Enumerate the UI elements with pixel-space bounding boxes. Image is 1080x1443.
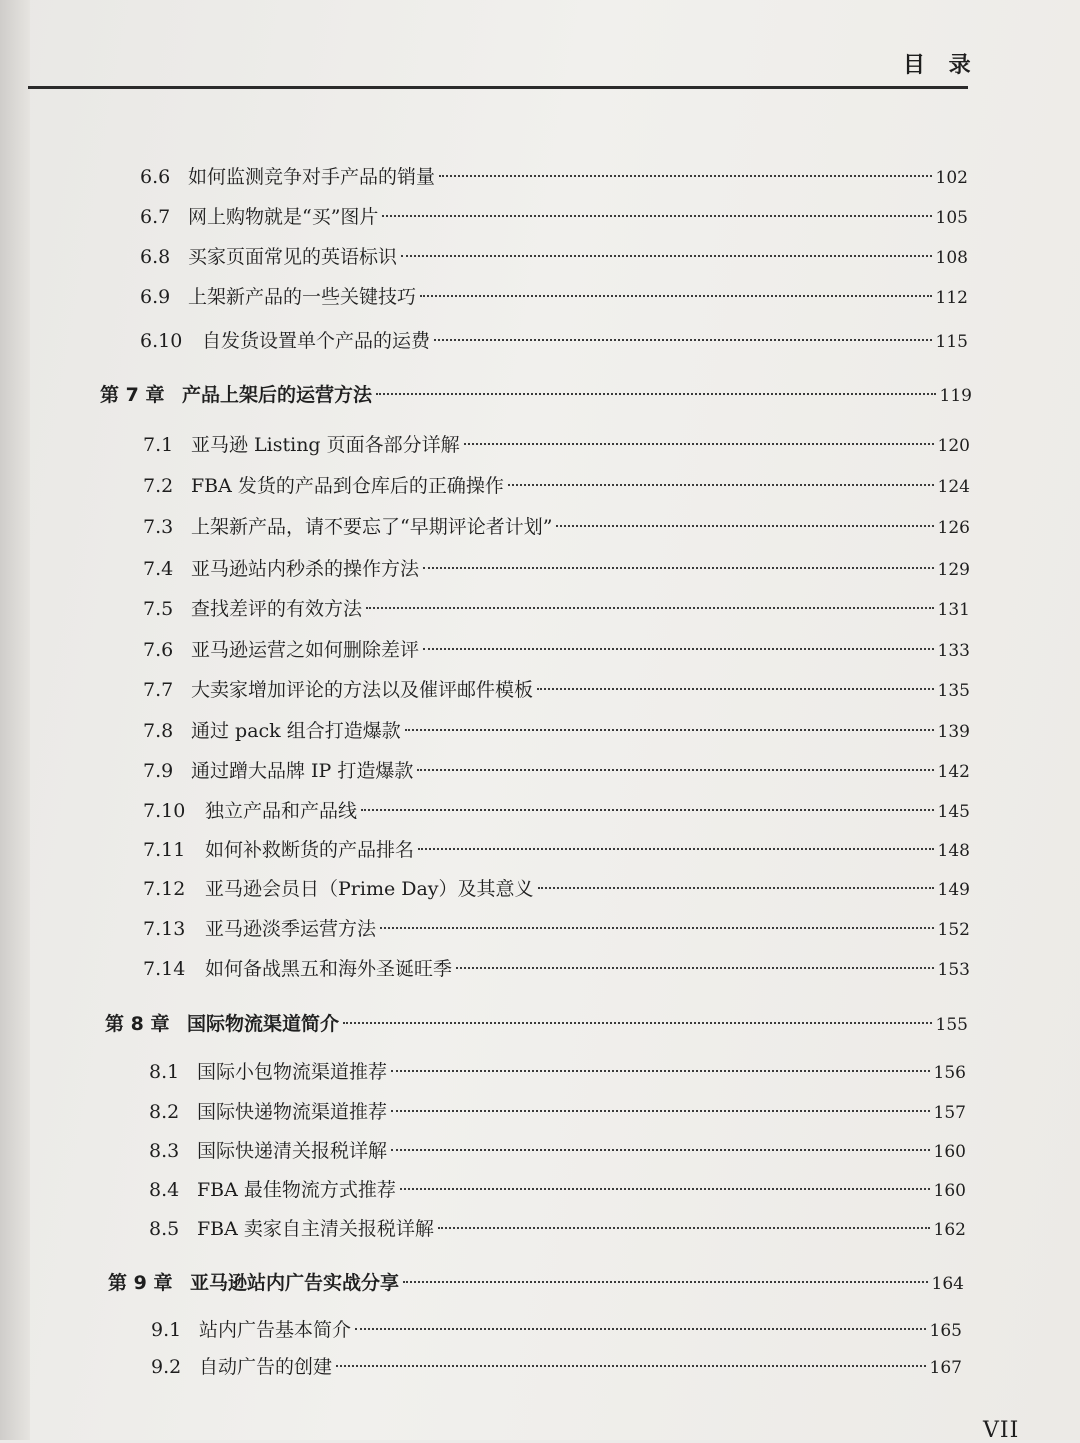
toc-section-row <box>143 430 970 460</box>
page-number: 167 <box>929 1358 962 1378</box>
section-title: 国际快递物流渠道推荐 <box>197 1101 388 1123</box>
section-title: 亚马逊淡季运营方法 <box>205 918 377 940</box>
page-number: 165 <box>929 1321 962 1341</box>
section-title: FBA 最佳物流方式推荐 <box>197 1179 396 1201</box>
section-title: 独立产品和产品线 <box>205 800 358 822</box>
dot-leader <box>423 567 934 569</box>
dot-leader <box>538 887 934 889</box>
dot-leader <box>361 809 934 811</box>
header-rule <box>28 86 968 89</box>
section-number: 7.3 <box>143 516 174 538</box>
page-number: 133 <box>937 641 970 661</box>
section-number: 7.10 <box>143 800 186 822</box>
page-number: 148 <box>937 841 970 861</box>
section-title: 上架新产品的一些关键技巧 <box>188 286 417 308</box>
page-number: 139 <box>937 722 970 742</box>
page-number: 124 <box>937 477 970 497</box>
dot-leader <box>537 688 934 690</box>
chapter-title: 产品上架后的运营方法 <box>182 384 373 406</box>
section-number: 8.4 <box>149 1179 180 1201</box>
toc-section-row <box>140 162 968 192</box>
dot-leader <box>355 1328 926 1330</box>
section-number: 6.8 <box>140 246 171 268</box>
toc-section-row <box>140 282 968 312</box>
toc-section-row <box>151 1315 962 1345</box>
page-number: 112 <box>935 288 968 308</box>
section-title: FBA 发货的产品到仓库后的正确操作 <box>191 475 504 497</box>
section-number: 9.2 <box>151 1356 182 1378</box>
toc-section-row <box>143 471 970 501</box>
toc-section-row <box>151 1352 962 1382</box>
section-title: FBA 卖家自主清关报税详解 <box>197 1218 434 1240</box>
page-header-title: 目 录 <box>903 53 979 78</box>
page-number: 156 <box>933 1063 966 1083</box>
section-number: 9.1 <box>151 1319 182 1341</box>
section-title: 站内广告基本简介 <box>199 1319 352 1341</box>
section-number: 8.3 <box>149 1140 180 1162</box>
section-title: 亚马逊会员日（Prime Day）及其意义 <box>205 878 534 900</box>
page-number: 160 <box>933 1181 966 1201</box>
toc-section-row <box>143 835 970 865</box>
toc-section-row <box>143 675 970 705</box>
section-title: 大卖家增加评论的方法以及催评邮件模板 <box>191 679 534 701</box>
section-number: 7.1 <box>143 434 174 456</box>
toc-section-row <box>149 1175 966 1205</box>
section-title: 自发货设置单个产品的运费 <box>202 330 431 352</box>
section-title: 亚马逊运营之如何删除差评 <box>191 639 420 661</box>
page-number: 153 <box>937 960 970 980</box>
dot-leader <box>439 175 932 177</box>
toc-section-row <box>143 874 970 904</box>
toc-section-row <box>149 1136 966 1166</box>
page-number: 149 <box>937 880 970 900</box>
page-number: 145 <box>937 802 970 822</box>
section-number: 8.2 <box>149 1101 180 1123</box>
page-number: 102 <box>935 168 968 188</box>
section-number: 7.11 <box>143 839 186 861</box>
section-number: 8.1 <box>149 1061 180 1083</box>
section-number: 7.6 <box>143 639 174 661</box>
dot-leader <box>434 339 932 341</box>
section-number: 8.5 <box>149 1218 180 1240</box>
chapter-title: 国际物流渠道简介 <box>187 1013 340 1035</box>
section-title: 网上购物就是“买”图片 <box>188 206 379 228</box>
page-number: 164 <box>931 1274 964 1294</box>
dot-leader <box>336 1365 926 1367</box>
section-number: 6.9 <box>140 286 171 308</box>
dot-leader <box>400 1188 930 1190</box>
section-title: 亚马逊 Listing 页面各部分详解 <box>191 434 460 456</box>
toc-section-row <box>140 202 968 232</box>
toc-chapter-row <box>105 1009 968 1039</box>
toc-section-row <box>143 796 970 826</box>
dot-leader <box>508 484 934 486</box>
section-title: 亚马逊站内秒杀的操作方法 <box>191 558 420 580</box>
dot-leader <box>417 769 933 771</box>
toc-section-row <box>143 954 970 984</box>
page-folio: VII <box>983 1418 1020 1443</box>
chapter-number: 第 9 章 <box>108 1272 173 1294</box>
page-number: 126 <box>937 518 970 538</box>
section-number: 7.5 <box>143 598 174 620</box>
section-number: 7.8 <box>143 720 174 742</box>
dot-leader <box>464 443 934 445</box>
page-number: 131 <box>937 600 970 620</box>
dot-leader <box>366 607 934 609</box>
dot-leader <box>420 295 932 297</box>
page-number: 115 <box>935 332 968 352</box>
section-number: 7.14 <box>143 958 186 980</box>
dot-leader <box>343 1022 932 1024</box>
section-title: 如何备战黑五和海外圣诞旺季 <box>205 958 453 980</box>
section-number: 7.4 <box>143 558 174 580</box>
toc-chapter-row <box>100 380 972 410</box>
chapter-title: 亚马逊站内广告实战分享 <box>190 1272 400 1294</box>
dot-leader <box>405 729 934 731</box>
toc-section-row <box>149 1057 966 1087</box>
toc-section-row <box>143 594 970 624</box>
page-number: 129 <box>937 560 970 580</box>
toc-section-row <box>143 914 970 944</box>
toc-section-row <box>140 326 968 356</box>
section-title: 通过蹭大品牌 IP 打造爆款 <box>191 760 414 782</box>
dot-leader <box>382 215 931 217</box>
toc-section-row <box>143 635 970 665</box>
page-number: 162 <box>933 1220 966 1240</box>
page-number: 119 <box>939 386 972 406</box>
page-number: 152 <box>937 920 970 940</box>
dot-leader <box>456 967 934 969</box>
section-title: 如何补救断货的产品排名 <box>205 839 415 861</box>
page-number: 105 <box>935 208 968 228</box>
book-spine-edge <box>0 0 30 1440</box>
section-title: 如何监测竞争对手产品的销量 <box>188 166 436 188</box>
toc-section-row <box>149 1214 966 1244</box>
section-number: 7.13 <box>143 918 186 940</box>
section-title: 买家页面常见的英语标识 <box>188 246 398 268</box>
toc-section-row <box>143 554 970 584</box>
section-number: 7.9 <box>143 760 174 782</box>
section-title: 国际小包物流渠道推荐 <box>197 1061 388 1083</box>
toc-section-row <box>143 716 970 746</box>
chapter-number: 第 7 章 <box>100 384 165 406</box>
section-title: 上架新产品，请不要忘了“早期评论者计划” <box>191 516 553 538</box>
section-title: 自动广告的创建 <box>199 1356 333 1378</box>
dot-leader <box>391 1149 930 1151</box>
toc-section-row <box>143 512 970 542</box>
section-number: 6.7 <box>140 206 171 228</box>
dot-leader <box>423 648 934 650</box>
dot-leader <box>401 255 932 257</box>
page-number: 120 <box>937 436 970 456</box>
page-number: 135 <box>937 681 970 701</box>
section-number: 7.12 <box>143 878 186 900</box>
section-title: 查找差评的有效方法 <box>191 598 363 620</box>
dot-leader <box>418 848 934 850</box>
page-number: 160 <box>933 1142 966 1162</box>
dot-leader <box>391 1070 930 1072</box>
dot-leader <box>403 1281 928 1283</box>
page-number: 157 <box>933 1103 966 1123</box>
page-number: 155 <box>935 1015 968 1035</box>
toc-chapter-row <box>108 1268 964 1298</box>
section-number: 6.6 <box>140 166 171 188</box>
section-title: 国际快递清关报税详解 <box>197 1140 388 1162</box>
dot-leader <box>376 393 936 395</box>
chapter-number: 第 8 章 <box>105 1013 170 1035</box>
section-title: 通过 pack 组合打造爆款 <box>191 720 401 742</box>
section-number: 6.10 <box>140 330 183 352</box>
page-number: 142 <box>937 762 970 782</box>
toc-section-row <box>140 242 968 272</box>
toc-section-row <box>149 1097 966 1127</box>
toc-section-row <box>143 756 970 786</box>
dot-leader <box>556 525 933 527</box>
dot-leader <box>391 1110 930 1112</box>
page-number: 108 <box>935 248 968 268</box>
section-number: 7.7 <box>143 679 174 701</box>
dot-leader <box>380 927 934 929</box>
section-number: 7.2 <box>143 475 174 497</box>
dot-leader <box>438 1227 930 1229</box>
